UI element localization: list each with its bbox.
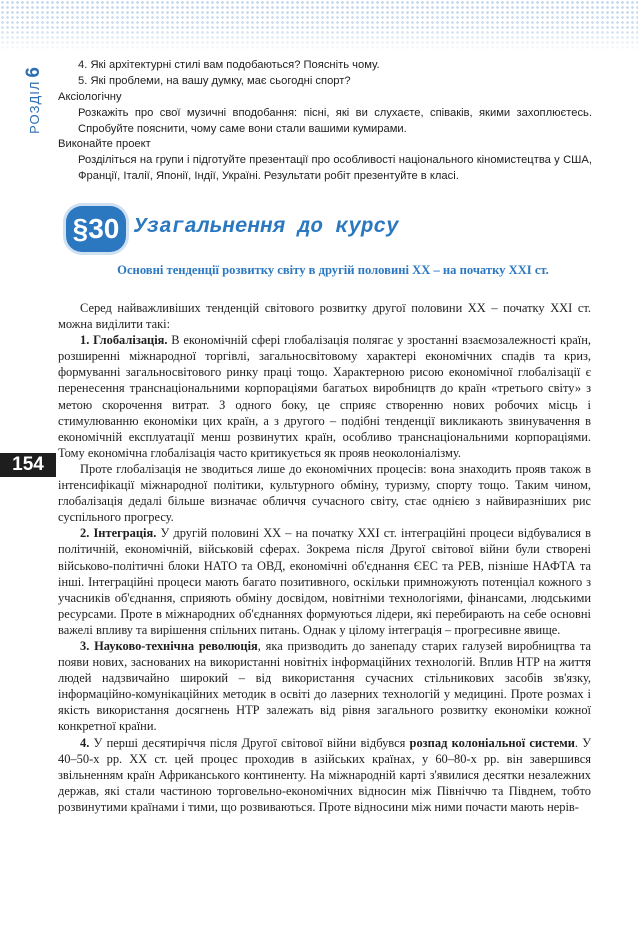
project-text: Розділіться на групи і підготуйте презентації про особливості національного кіномистецтва у США, Франції, Італії, Японії, Індії, Україні. Результати робіт презентуйте в класі. bbox=[78, 154, 592, 182]
paragraph-decolonization bbox=[58, 735, 591, 815]
axiology-heading: Аксіологічну bbox=[58, 91, 122, 103]
question-5: 5. Які проблеми, на вашу думку, має сьогодні спорт? bbox=[78, 75, 351, 87]
dotted-header-band bbox=[0, 0, 638, 52]
ntr-text: , яка призводить до занепаду старих галузей виробництва та появи нових, заснованих на використанні новітніх інформаційних технологій. Вплив НТР на життя людей надзвичайно широкий – від використання сучасних стільникових засобів зв'язку, інформаційно-комунікаційних методик в освіті до лазерних технологій у медицині. Проте розмах і якість використання досягнень НТР залежать від рівня загального розвитку економіки кожної конкретної країни. bbox=[58, 638, 591, 734]
section-title: Узагальнення до курсу bbox=[134, 216, 399, 239]
integration-heading: 2. Інтеграція. bbox=[80, 526, 157, 541]
ntr-heading: 3. Науково-технічна революція bbox=[80, 638, 258, 653]
question-4: 4. Які архітектурні стилі вам подобаються? Поясніть чому. bbox=[78, 59, 380, 71]
paragraph-intro: Серед найважливіших тенденцій світового розвитку другої половини ХХ – початку ХХІ ст. можна виділити такі: bbox=[58, 301, 591, 332]
globalization-heading: 1. Глобалізація. bbox=[80, 333, 168, 348]
paragraph-ntr bbox=[58, 638, 591, 735]
section-number: 6 bbox=[23, 66, 44, 78]
decolonization-heading: розпад колоніальної системи bbox=[409, 735, 575, 750]
integration-text: У другій половині ХХ – на початку ХХІ ст. інтеграційні процеси відбувалися в політичній, економічній, військовій сферах. Зокрема після Другої світової війни були створені військово-політичні блоки НАТО та ОВД, економічні об'єднання ЄЕС та РЕВ, пізніше НАФТА та інші. Інтеграційні процеси мають багато позитивного, оскільки примножують потенціал кожного з учасників об'єднання, сприяють обміну досвідом, новітніми технологіями, фінансами, людськими ресурсами. Проте в міжнародних об'єднаннях формуються лідери, які перебирають на себе основні важелі впливу та вирішення спільних питань. Однак у цілому інтеграція – прогресивне явище. bbox=[58, 526, 591, 637]
section-badge: §30 bbox=[66, 206, 126, 252]
globalization-text: В економічній сфері глобалізація полягає у зростанні взаємозалежності країн, розширенні міжнародної торгівлі, загальносвітовому характері економічних спадів та криз, формуванні загальносвітового ринку праці тощо. Характерною рисою економічної глобалізації є перенесення транснаціональними корпораціями багатьох виробництв до країн «третього світу» з метою скорочення витрат. З одного боку, це сприяє створенню нових робочих місць і стимулюванню економіки цих країн, а з другого – подібні тенденції викликають звинувачення в економічній експлуатації менш розвинутих країн, особливо транснаціональними корпораціями. Тому економічна глобалізація часто критикується як прояв неоколоніалізму. bbox=[58, 333, 591, 460]
paragraph-globalization bbox=[58, 332, 591, 461]
paragraph-globalization-2: Проте глобалізація не зводиться лише до економічних процесів: вона знаходить прояв також в інтенсифікації міжнародної політики, культурного обміну, туризму, спорту тощо. Таким чином, глобалізація дедалі більше визначає обличчя сучасного світу, стає однією з найвиразніших рис суспільного прогресу. bbox=[58, 461, 591, 525]
decolonization-text-b: . У 40–50-х рр. ХХ ст. цей процес проходив в азійських країнах, у 60–80-х рр. він завершився звільненням країн Африканського континенту. На міжнародній карті з'явилися десятки незалежних держав, які стали частиною торговельно-економічних відносин між Північчю та Півднем, тобто розвинутими країнами і тими, що розвиваються. Проте відносини між ними почасти мають нерів- bbox=[58, 735, 592, 814]
section-subtitle: Основні тенденції розвитку світу в другій половині XX – на початку XXI ст. bbox=[117, 263, 549, 277]
decolonization-text-a: У перші десятиріччя після Другої світової війни відбувся bbox=[89, 735, 410, 750]
project-heading: Виконайте проект bbox=[58, 138, 151, 150]
section-indicator bbox=[14, 55, 54, 139]
body-text bbox=[58, 300, 591, 815]
axiology-text: Розкажіть про свої музичні вподобання: пісні, які ви слухаєте, співаків, якими захоплюєтесь. Спробуйте пояснити, чому саме вони стали вашими кумирами. bbox=[78, 107, 592, 135]
section-word: РОЗДІЛ bbox=[27, 80, 42, 134]
decolonization-number: 4. bbox=[80, 735, 90, 750]
page-number: 154 bbox=[0, 453, 56, 477]
paragraph-integration bbox=[58, 525, 591, 638]
